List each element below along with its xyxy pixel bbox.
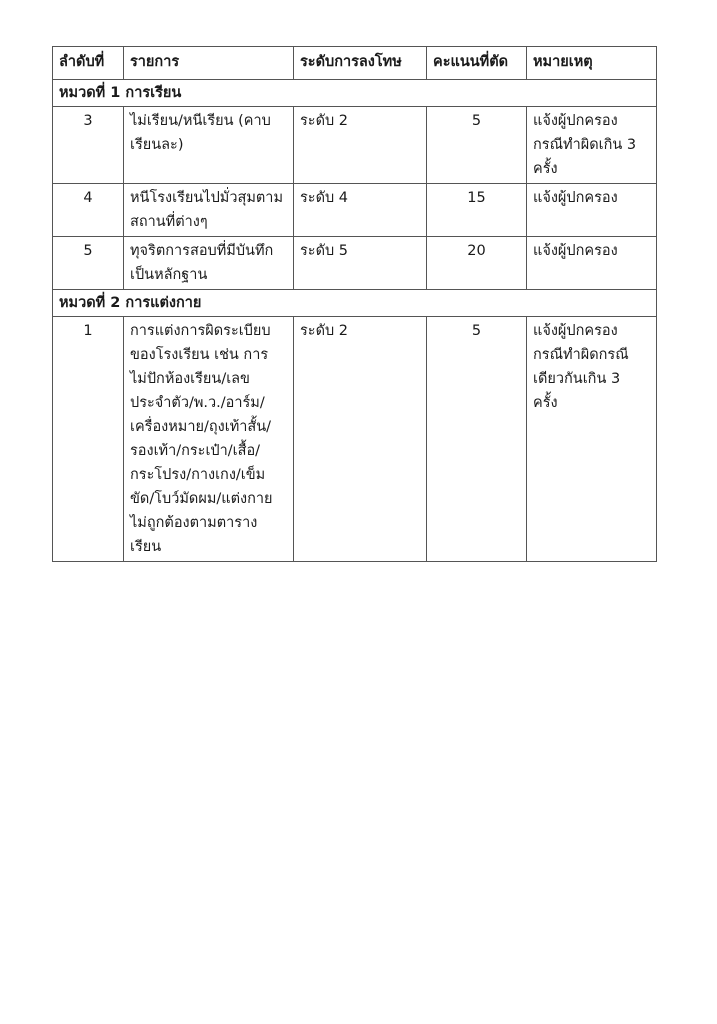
table-row [53, 317, 657, 562]
row-level: ระดับ 4 [294, 184, 427, 237]
row-remark: แจ้งผู้ปกครอง [527, 184, 657, 237]
header-item: รายการ [124, 47, 294, 80]
row-order: 3 [53, 107, 124, 184]
row-item: ทุจริตการสอบที่มีบันทึก เป็นหลักฐาน [124, 237, 294, 290]
category-title: หมวดที่ 2 การแต่งกาย [53, 290, 657, 317]
row-order: 5 [53, 237, 124, 290]
header-remark: หมายเหตุ [527, 47, 657, 80]
row-points: 5 [427, 317, 527, 562]
category-row [53, 80, 657, 107]
row-points: 20 [427, 237, 527, 290]
header-points: คะแนนที่ตัด [427, 47, 527, 80]
row-level: ระดับ 2 [294, 317, 427, 562]
row-points: 5 [427, 107, 527, 184]
table-header-row [53, 47, 657, 80]
category-title: หมวดที่ 1 การเรียน [53, 80, 657, 107]
table-row [53, 184, 657, 237]
row-item: หนีโรงเรียนไปมั่วสุมตาม สถานที่ต่างๆ [124, 184, 294, 237]
discipline-table [52, 46, 657, 562]
row-level: ระดับ 5 [294, 237, 427, 290]
row-item: ไม่เรียน/หนีเรียน (คาบ เรียนละ) [124, 107, 294, 184]
row-points: 15 [427, 184, 527, 237]
row-order: 4 [53, 184, 124, 237]
row-remark: แจ้งผู้ปกครอง กรณีทำผิดเกิน 3 ครั้ง [527, 107, 657, 184]
row-order: 1 [53, 317, 124, 562]
row-level: ระดับ 2 [294, 107, 427, 184]
row-remark: แจ้งผู้ปกครอง กรณีทำผิดกรณี เดียวกันเกิน 3 ครั้ง [527, 317, 657, 562]
row-item: การแต่งการผิดระเบียบ ของโรงเรียน เช่น การ ไม่ปักห้องเรียน/เลข ประจำตัว/พ.ว./อาร์ม/ เครื่องหมาย/ถุงเท้าสั้น/ รองเท้า/กระเป๋า/เสื้อ/ กระโปรง/กางเกง/เข็ม ขัด/โบว์มัดผม/แต่งกาย ไม่ถูกต้องตามตาราง เรียน [124, 317, 294, 562]
table-row [53, 107, 657, 184]
header-level: ระดับการลงโทษ [294, 47, 427, 80]
table-row [53, 237, 657, 290]
category-row [53, 290, 657, 317]
header-order: ลำดับที่ [53, 47, 124, 80]
row-remark: แจ้งผู้ปกครอง [527, 237, 657, 290]
